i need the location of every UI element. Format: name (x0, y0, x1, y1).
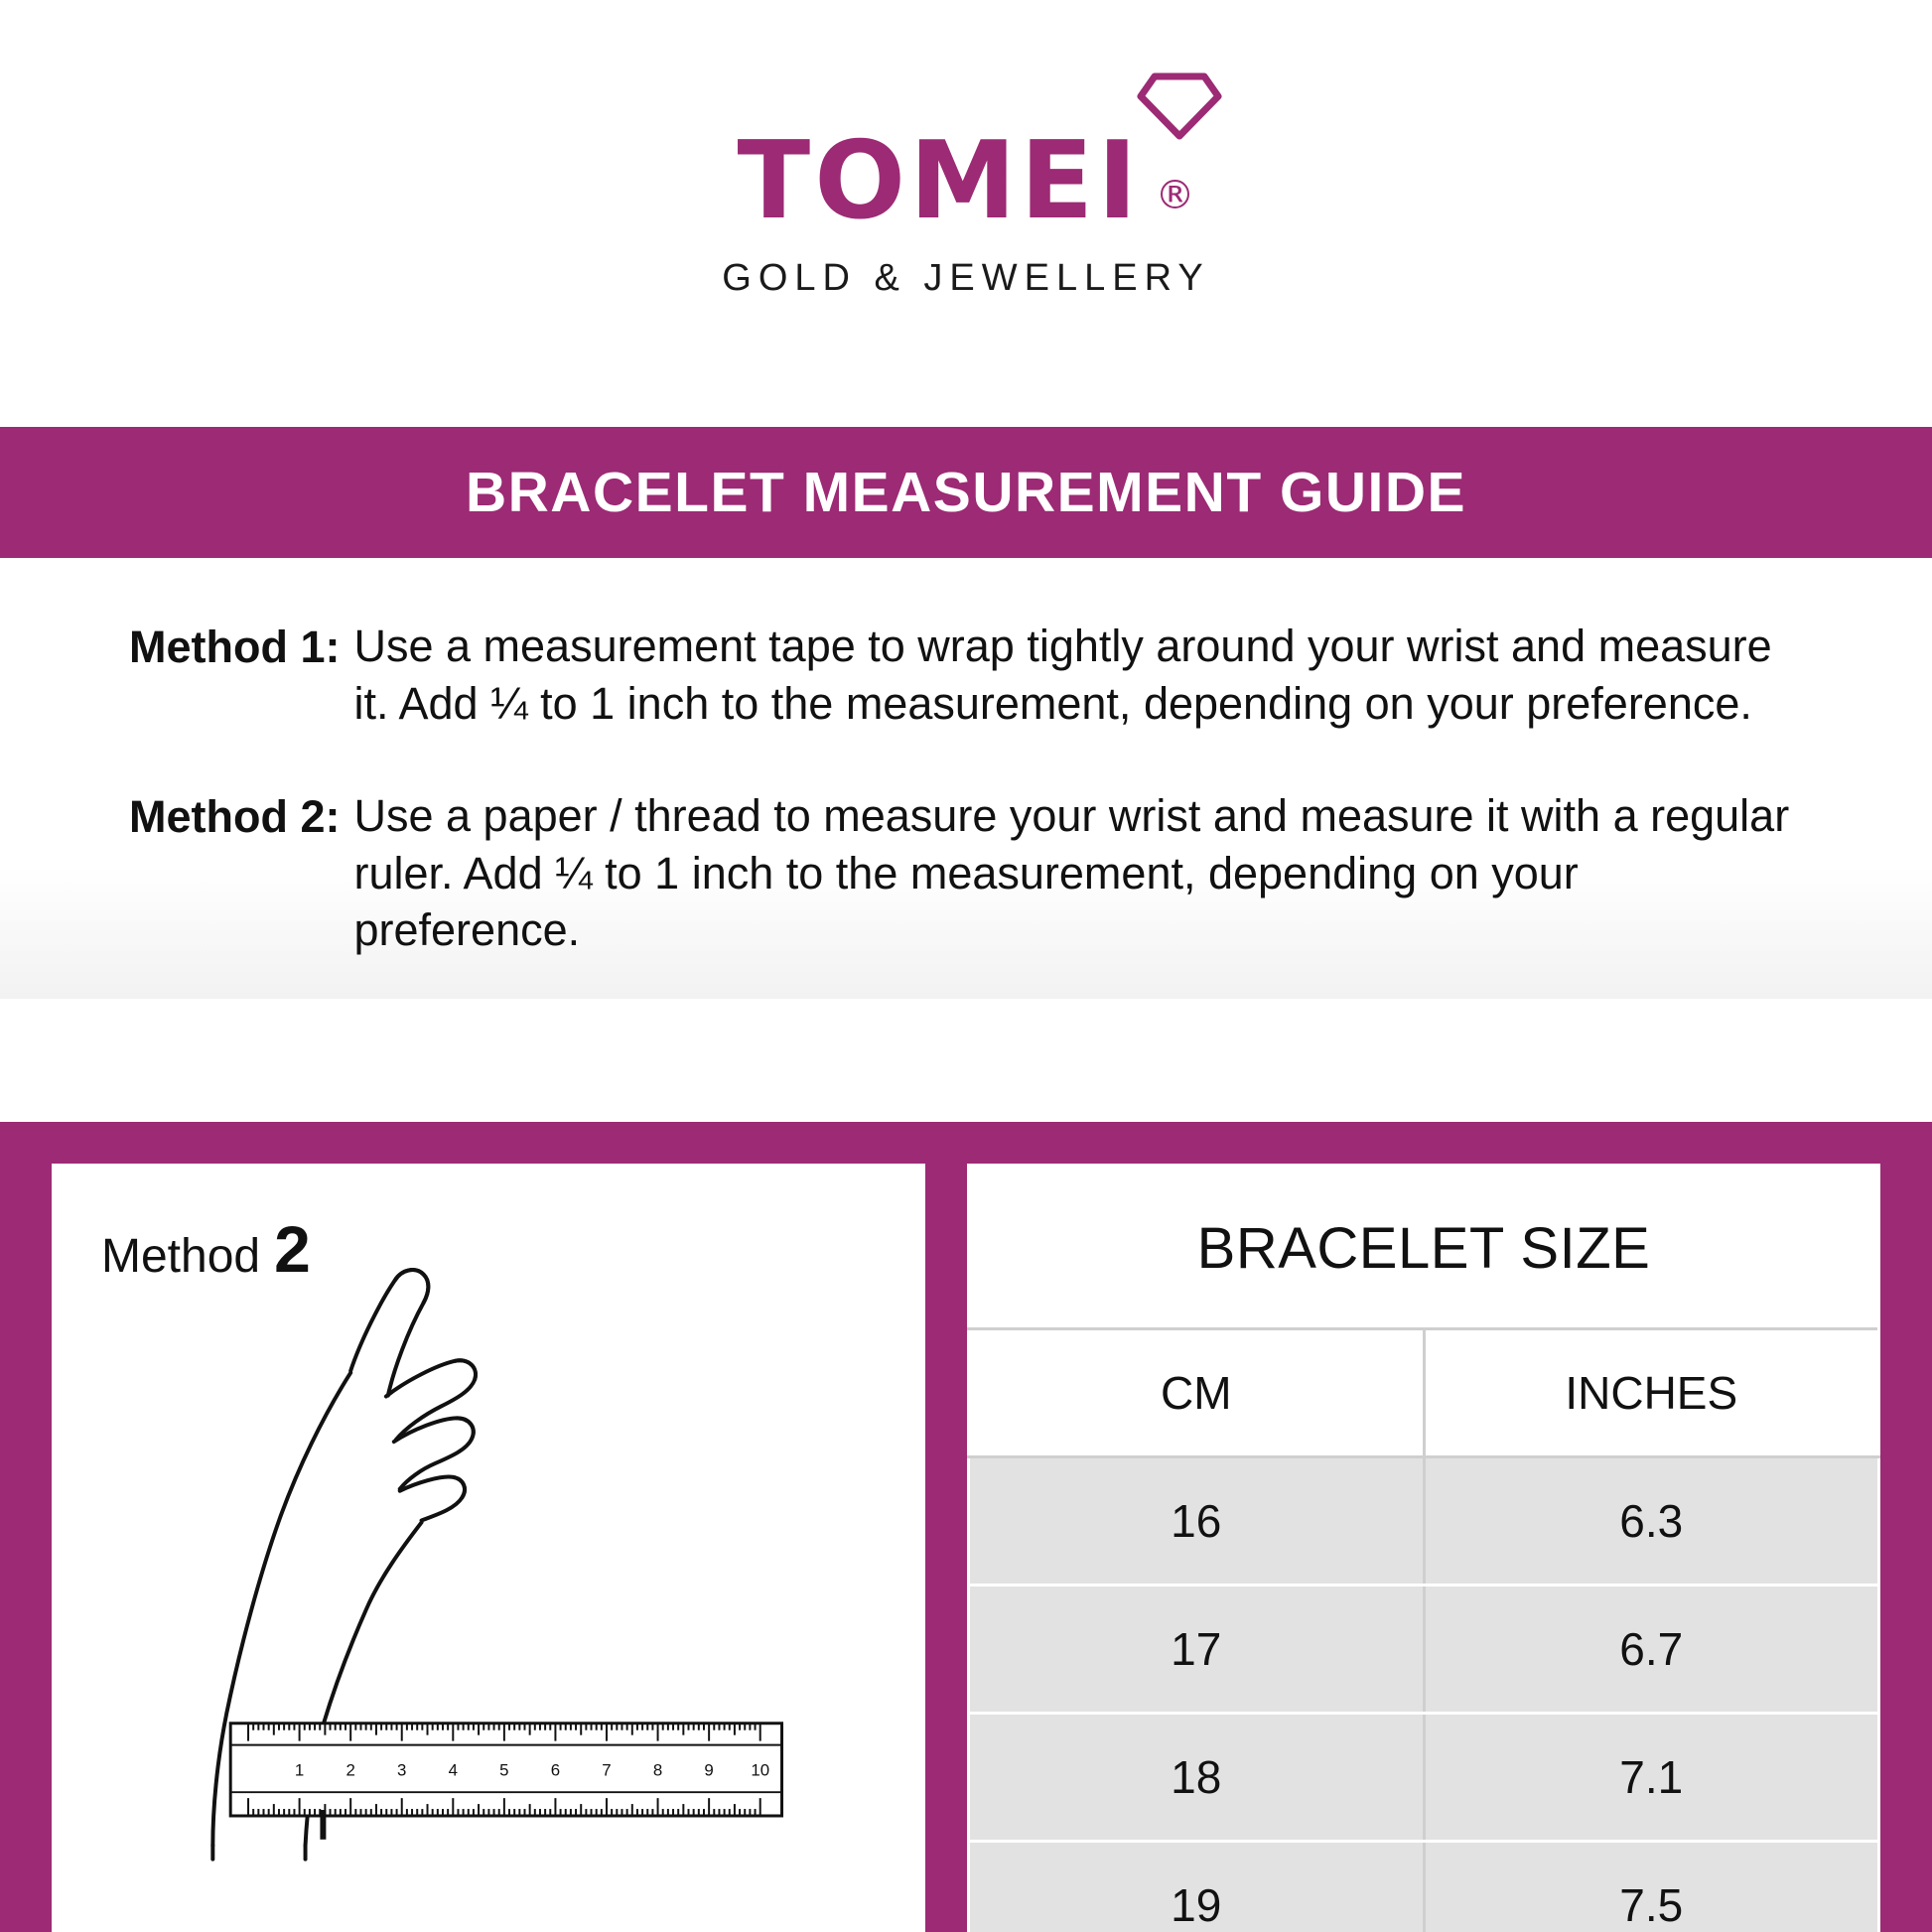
cell-inches: 7.1 (1424, 1714, 1879, 1842)
method-1-label: Method 1: (129, 621, 341, 672)
logo (722, 118, 1210, 300)
ruler-tick-label: 5 (499, 1760, 509, 1780)
ruler-tick-label: 10 (751, 1760, 770, 1780)
cell-inches: 6.7 (1424, 1586, 1879, 1714)
method-2-label: Method 2: (129, 791, 341, 843)
illustration-caption-word: Method (101, 1230, 261, 1283)
table-row (969, 1457, 1879, 1586)
size-table-title: BRACELET SIZE (1196, 1216, 1651, 1281)
method-1-row (129, 618, 1833, 732)
ruler-tick-label: 3 (397, 1760, 407, 1780)
ruler (230, 1724, 781, 1840)
ruler-tick-label: 1 (294, 1760, 305, 1780)
illustration-caption-number: 2 (274, 1212, 311, 1286)
ruler-tick-label: 8 (652, 1760, 663, 1780)
ruler-tick-label: 9 (704, 1760, 714, 1780)
cell-cm: 18 (969, 1714, 1425, 1842)
column-header-cm: CM (969, 1329, 1425, 1457)
ruler-tick-label: 6 (550, 1760, 561, 1780)
ruler-tick-label: 4 (448, 1760, 458, 1780)
method-1-text: Use a measurement tape to wrap tightly around your wrist and measure it. Add ¼ to 1 inch to the measurement, depending on your preference. (353, 621, 1772, 729)
size-table-header-row (969, 1329, 1879, 1457)
brand-tagline: GOLD & JEWELLERY (722, 256, 1210, 299)
bottom-panel (0, 1122, 1932, 1932)
cell-inches: 7.5 (1424, 1842, 1879, 1932)
ruler-tick-label: 7 (602, 1760, 612, 1780)
table-row (969, 1714, 1879, 1842)
table-row (969, 1842, 1879, 1932)
brand-header (0, 0, 1932, 427)
size-table-card (967, 1164, 1880, 1932)
column-header-inches: INCHES (1424, 1329, 1879, 1457)
page-title-bar (0, 427, 1932, 558)
table-row (969, 1586, 1879, 1714)
cell-cm: 17 (969, 1586, 1425, 1714)
diamond-icon (1125, 70, 1234, 147)
registered-mark: ® (1155, 172, 1195, 218)
illustration-card (52, 1164, 925, 1932)
hand-with-ruler-illustration (52, 1223, 925, 1932)
cell-inches: 6.3 (1424, 1457, 1879, 1586)
size-table (967, 1327, 1880, 1932)
methods-section (0, 558, 1932, 999)
method-2-row (129, 787, 1833, 959)
cell-cm: 16 (969, 1457, 1425, 1586)
method-2-text: Use a paper / thread to measure your wrist and measure it with a regular ruler. Add ¼ to 1 inch to the measurement, depending on your preference. (353, 790, 1790, 956)
page-title: BRACELET MEASUREMENT GUIDE (465, 461, 1467, 524)
brand-name: TOMEI (737, 118, 1142, 243)
cell-cm: 19 (969, 1842, 1425, 1932)
ruler-tick-label: 2 (345, 1760, 355, 1780)
